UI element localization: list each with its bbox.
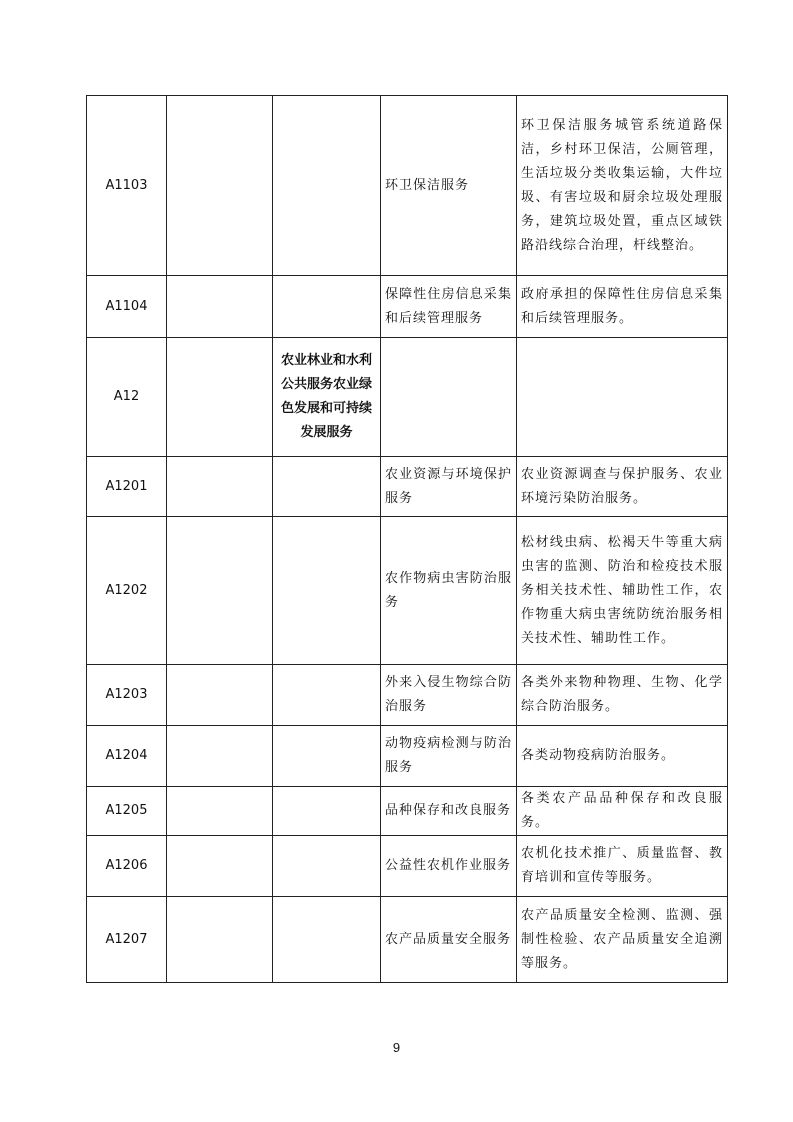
table-row (87, 338, 728, 457)
table-row (87, 517, 728, 665)
service-name: 保障性住房信息采集和后续管理服务 (381, 276, 517, 338)
table-row (87, 897, 728, 983)
service-name: 农产品质量安全服务 (381, 897, 517, 983)
service-name: 品种保存和改良服务 (381, 787, 517, 836)
category-cell: 农业林业和水利公共服务农业绿色发展和可持续发展服务 (273, 338, 381, 457)
table-row (87, 726, 728, 787)
row-code: A1207 (87, 897, 167, 983)
service-catalog-table (86, 95, 728, 983)
service-description: 政府承担的保障性住房信息采集和后续管理服务。 (517, 276, 728, 338)
level1-cell (167, 517, 273, 665)
category-cell (273, 726, 381, 787)
service-name: 农业资源与环境保护服务 (381, 457, 517, 517)
category-cell (273, 276, 381, 338)
level1-cell (167, 836, 273, 897)
service-description: 松材线虫病、松褐天牛等重大病虫害的监测、防治和检疫技术服务相关技术性、辅助性工作，农作物重大病虫害统防统治服务相关技术性、辅助性工作。 (517, 517, 728, 665)
row-code: A1206 (87, 836, 167, 897)
row-code: A1103 (87, 96, 167, 276)
row-code: A1202 (87, 517, 167, 665)
service-description: 农产品质量安全检测、监测、强制性检验、农产品质量安全追溯等服务。 (517, 897, 728, 983)
level1-cell (167, 897, 273, 983)
row-code: A1201 (87, 457, 167, 517)
row-code: A1104 (87, 276, 167, 338)
table-row (87, 787, 728, 836)
table-row (87, 836, 728, 897)
level1-cell (167, 276, 273, 338)
service-description: 各类动物疫病防治服务。 (517, 726, 728, 787)
service-name: 农作物病虫害防治服务 (381, 517, 517, 665)
page-number: 9 (392, 1040, 401, 1055)
category-cell (273, 96, 381, 276)
service-name: 外来入侵生物综合防治服务 (381, 665, 517, 726)
row-code: A1203 (87, 665, 167, 726)
level1-cell (167, 726, 273, 787)
service-description (517, 338, 728, 457)
category-cell (273, 517, 381, 665)
category-cell (273, 836, 381, 897)
service-description: 环卫保洁服务城管系统道路保洁，乡村环卫保洁，公厕管理，生活垃圾分类收集运输，大件垃圾、有害垃圾和厨余垃圾处理服务，建筑垃圾处置，重点区域铁路沿线综合治理，杆线整治。 (517, 96, 728, 276)
row-code: A12 (87, 338, 167, 457)
row-code: A1205 (87, 787, 167, 836)
service-description: 农业资源调查与保护服务、农业环境污染防治服务。 (517, 457, 728, 517)
service-name: 公益性农机作业服务 (381, 836, 517, 897)
category-cell (273, 665, 381, 726)
table-row (87, 96, 728, 276)
service-description: 各类外来物种物理、生物、化学综合防治服务。 (517, 665, 728, 726)
row-code: A1204 (87, 726, 167, 787)
table-row (87, 276, 728, 338)
service-name (381, 338, 517, 457)
level1-cell (167, 457, 273, 517)
level1-cell (167, 96, 273, 276)
service-description: 农机化技术推广、质量监督、教育培训和宣传等服务。 (517, 836, 728, 897)
category-cell (273, 897, 381, 983)
level1-cell (167, 787, 273, 836)
level1-cell (167, 338, 273, 457)
service-description: 各类农产品品种保存和改良服务。 (517, 787, 728, 836)
category-cell (273, 787, 381, 836)
level1-cell (167, 665, 273, 726)
category-cell (273, 457, 381, 517)
service-name: 环卫保洁服务 (381, 96, 517, 276)
service-name: 动物疫病检测与防治服务 (381, 726, 517, 787)
table-row (87, 665, 728, 726)
table-row (87, 457, 728, 517)
